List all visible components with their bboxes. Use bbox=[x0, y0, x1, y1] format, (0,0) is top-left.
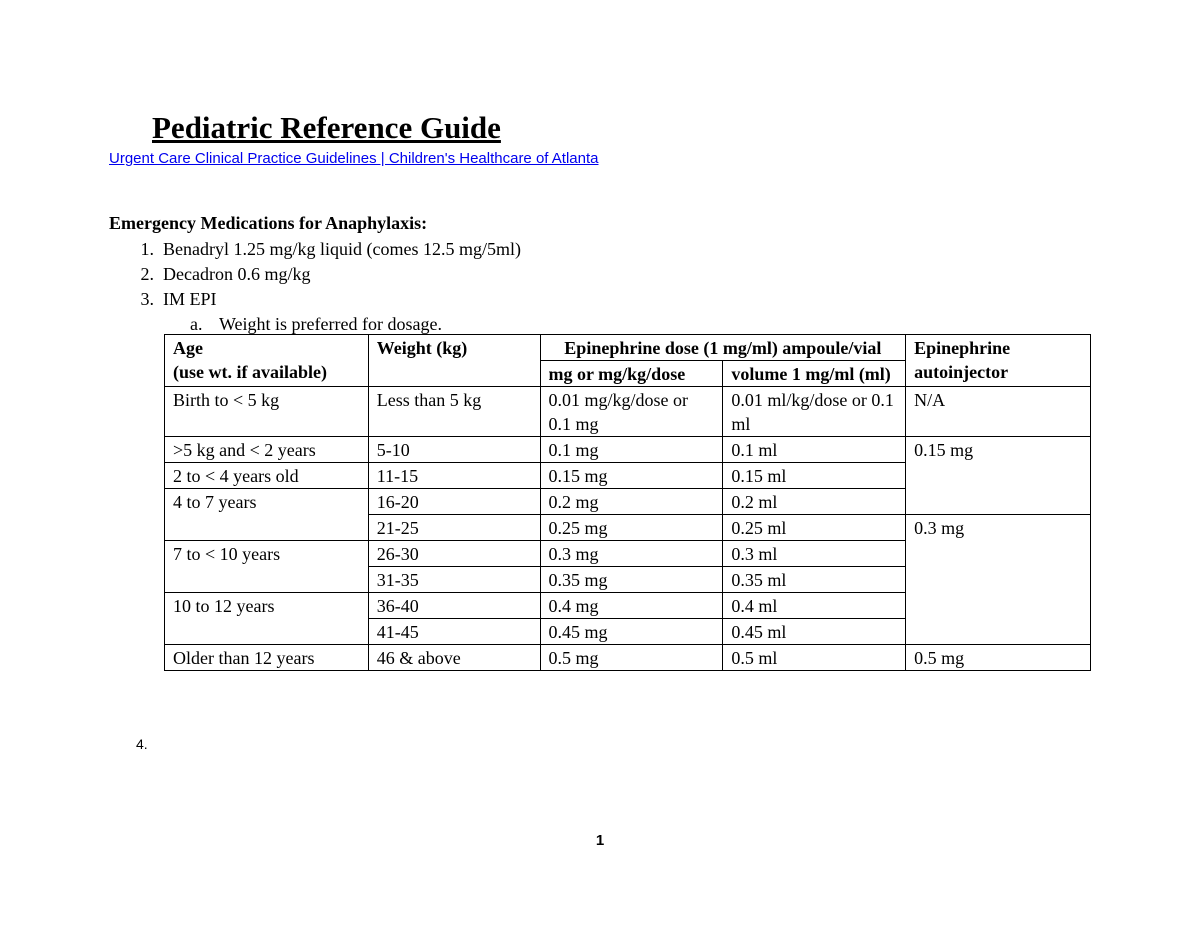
table-header-row bbox=[165, 335, 1091, 361]
header-mg: mg or mg/kg/dose bbox=[540, 361, 723, 387]
cell-mg: 0.25 mg bbox=[540, 515, 723, 541]
table-row bbox=[165, 645, 1091, 671]
cell-volume: 0.25 ml bbox=[723, 515, 906, 541]
epinephrine-dose-table bbox=[164, 334, 1091, 671]
cell-volume: 0.15 ml bbox=[723, 463, 906, 489]
cell-weight: 36-40 bbox=[368, 593, 540, 619]
cell-volume: 0.4 ml bbox=[723, 593, 906, 619]
list-item-text: Decadron 0.6 mg/kg bbox=[163, 264, 311, 284]
cell-autoinjector: 0.5 mg bbox=[906, 645, 1091, 671]
header-autoinjector: Epinephrine autoinjector bbox=[906, 335, 1091, 387]
header-age-label: Age bbox=[173, 338, 203, 358]
cell-mg: 0.2 mg bbox=[540, 489, 723, 515]
header-age-note: (use wt. if available) bbox=[173, 362, 327, 382]
cell-weight: 41-45 bbox=[368, 619, 540, 645]
list-number-four: 4. bbox=[136, 736, 148, 752]
cell-mg: 0.3 mg bbox=[540, 541, 723, 567]
cell-volume: 0.35 ml bbox=[723, 567, 906, 593]
cell-weight: 31-35 bbox=[368, 567, 540, 593]
cell-weight: 46 & above bbox=[368, 645, 540, 671]
cell-weight: 16-20 bbox=[368, 489, 540, 515]
list-number: 3. bbox=[140, 289, 154, 309]
cell-mg: 0.01 mg/kg/dose or 0.1 mg bbox=[540, 387, 723, 437]
sub-list-letter: a. bbox=[190, 314, 203, 334]
cell-age: 4 to 7 years bbox=[165, 489, 369, 541]
cell-age: 2 to < 4 years old bbox=[165, 463, 369, 489]
cell-age: 7 to < 10 years bbox=[165, 541, 369, 593]
list-number: 2. bbox=[140, 264, 154, 284]
cell-autoinjector: 0.15 mg bbox=[906, 437, 1091, 515]
sub-list-item-text: Weight is preferred for dosage. bbox=[219, 314, 442, 334]
header-age bbox=[165, 335, 369, 387]
header-weight: Weight (kg) bbox=[368, 335, 540, 387]
cell-mg: 0.4 mg bbox=[540, 593, 723, 619]
cell-age: 10 to 12 years bbox=[165, 593, 369, 645]
cell-weight: 11-15 bbox=[368, 463, 540, 489]
cell-autoinjector: N/A bbox=[906, 387, 1091, 437]
list-number: 1. bbox=[140, 239, 154, 259]
cell-mg: 0.15 mg bbox=[540, 463, 723, 489]
cell-weight: Less than 5 kg bbox=[368, 387, 540, 437]
cell-age: >5 kg and < 2 years bbox=[165, 437, 369, 463]
list-item-text: IM EPI bbox=[163, 289, 217, 309]
cell-weight: 26-30 bbox=[368, 541, 540, 567]
cell-volume: 0.01 ml/kg/dose or 0.1 ml bbox=[723, 387, 906, 437]
page-title: Pediatric Reference Guide bbox=[152, 110, 501, 145]
cell-volume: 0.1 ml bbox=[723, 437, 906, 463]
cell-volume: 0.45 ml bbox=[723, 619, 906, 645]
header-volume: volume 1 mg/ml (ml) bbox=[723, 361, 906, 387]
page-number: 1 bbox=[595, 832, 605, 849]
cell-volume: 0.3 ml bbox=[723, 541, 906, 567]
cell-mg: 0.5 mg bbox=[540, 645, 723, 671]
cell-mg: 0.35 mg bbox=[540, 567, 723, 593]
section-heading: Emergency Medications for Anaphylaxis: bbox=[109, 213, 428, 233]
cell-volume: 0.2 ml bbox=[723, 489, 906, 515]
cell-age: Birth to < 5 kg bbox=[165, 387, 369, 437]
cell-mg: 0.1 mg bbox=[540, 437, 723, 463]
cell-mg: 0.45 mg bbox=[540, 619, 723, 645]
cell-autoinjector: 0.3 mg bbox=[906, 515, 1091, 645]
table-row bbox=[165, 437, 1091, 463]
cell-age: Older than 12 years bbox=[165, 645, 369, 671]
source-link[interactable]: Urgent Care Clinical Practice Guidelines | Children's Healthcare of Atlanta bbox=[109, 150, 599, 167]
cell-weight: 21-25 bbox=[368, 515, 540, 541]
cell-volume: 0.5 ml bbox=[723, 645, 906, 671]
cell-weight: 5-10 bbox=[368, 437, 540, 463]
table-row bbox=[165, 387, 1091, 437]
header-epinephrine-dose: Epinephrine dose (1 mg/ml) ampoule/vial bbox=[540, 335, 906, 361]
list-item-text: Benadryl 1.25 mg/kg liquid (comes 12.5 mg/5ml) bbox=[163, 239, 521, 259]
